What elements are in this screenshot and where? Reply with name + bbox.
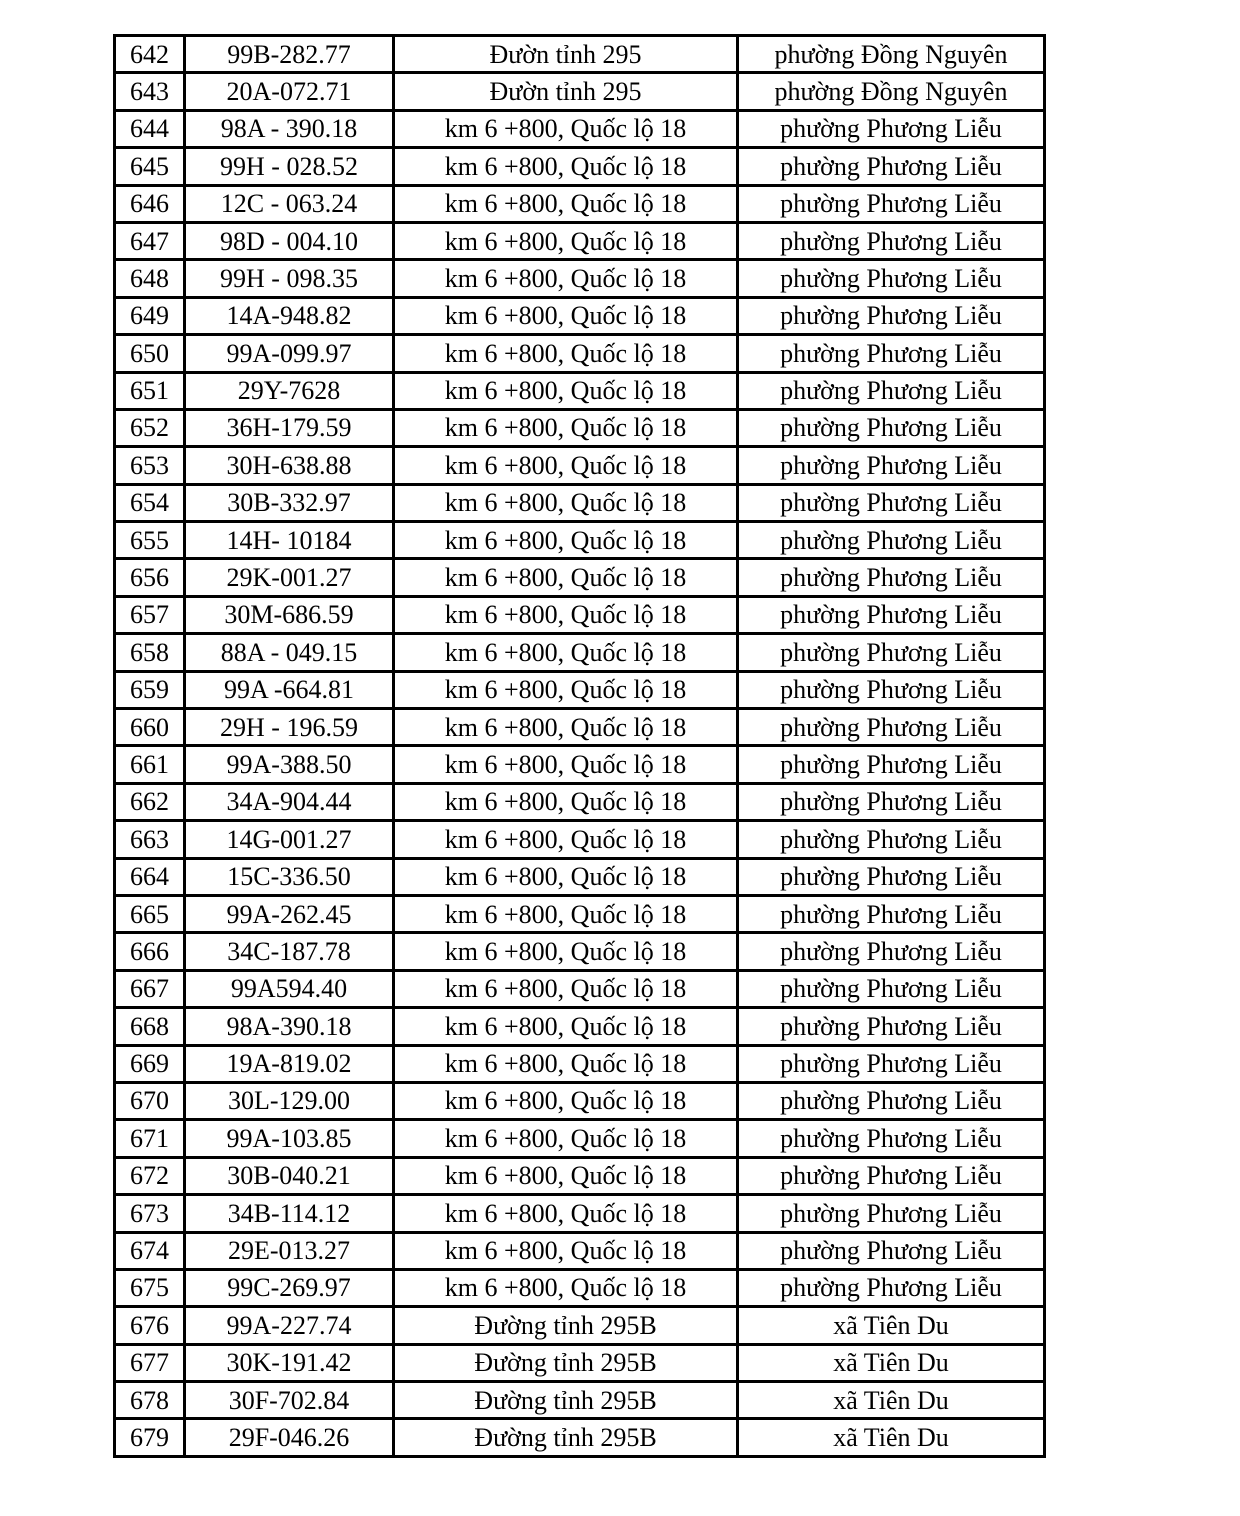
- vehicle-plate-table: [113, 34, 1046, 1458]
- cell-license-plate: 14G-001.27: [185, 821, 394, 858]
- cell-row-number: 672: [115, 1157, 185, 1194]
- cell-ward: phường Phương Liễu: [738, 335, 1045, 372]
- cell-row-number: 676: [115, 1307, 185, 1344]
- cell-row-number: 656: [115, 559, 185, 596]
- cell-street: km 6 +800, Quốc lộ 18: [394, 970, 738, 1007]
- table-row: [115, 1344, 1045, 1381]
- cell-ward: phường Phương Liễu: [738, 1045, 1045, 1082]
- cell-street: km 6 +800, Quốc lộ 18: [394, 260, 738, 297]
- cell-street: Đường tỉnh 295B: [394, 1344, 738, 1381]
- cell-street: km 6 +800, Quốc lộ 18: [394, 559, 738, 596]
- cell-license-plate: 99A-388.50: [185, 746, 394, 783]
- cell-row-number: 674: [115, 1232, 185, 1269]
- cell-license-plate: 29H - 196.59: [185, 709, 394, 746]
- cell-license-plate: 30M-686.59: [185, 596, 394, 633]
- table-row: [115, 1157, 1045, 1194]
- cell-license-plate: 34B-114.12: [185, 1195, 394, 1232]
- cell-row-number: 663: [115, 821, 185, 858]
- cell-street: km 6 +800, Quốc lộ 18: [394, 746, 738, 783]
- cell-license-plate: 30L-129.00: [185, 1082, 394, 1119]
- table-row: [115, 222, 1045, 259]
- cell-street: km 6 +800, Quốc lộ 18: [394, 634, 738, 671]
- cell-row-number: 651: [115, 372, 185, 409]
- cell-street: km 6 +800, Quốc lộ 18: [394, 297, 738, 334]
- cell-ward: phường Phương Liễu: [738, 895, 1045, 932]
- table-row: [115, 1195, 1045, 1232]
- cell-street: km 6 +800, Quốc lộ 18: [394, 709, 738, 746]
- cell-license-plate: 30K-191.42: [185, 1344, 394, 1381]
- cell-ward: phường Phương Liễu: [738, 1195, 1045, 1232]
- cell-ward: phường Phương Liễu: [738, 1232, 1045, 1269]
- cell-street: km 6 +800, Quốc lộ 18: [394, 858, 738, 895]
- cell-ward: phường Phương Liễu: [738, 596, 1045, 633]
- cell-street: km 6 +800, Quốc lộ 18: [394, 1195, 738, 1232]
- table-row: [115, 148, 1045, 185]
- table-row: [115, 709, 1045, 746]
- cell-license-plate: 34A-904.44: [185, 783, 394, 820]
- table-row: [115, 73, 1045, 110]
- cell-row-number: 678: [115, 1382, 185, 1419]
- table-row: [115, 36, 1045, 73]
- cell-license-plate: 99A-103.85: [185, 1120, 394, 1157]
- cell-ward: phường Phương Liễu: [738, 522, 1045, 559]
- cell-row-number: 664: [115, 858, 185, 895]
- cell-street: km 6 +800, Quốc lộ 18: [394, 372, 738, 409]
- table-row: [115, 821, 1045, 858]
- cell-license-plate: 29F-046.26: [185, 1419, 394, 1457]
- table-row: [115, 297, 1045, 334]
- cell-street: km 6 +800, Quốc lộ 18: [394, 222, 738, 259]
- table-body: [115, 36, 1045, 1457]
- cell-license-plate: 30B-040.21: [185, 1157, 394, 1194]
- cell-row-number: 654: [115, 484, 185, 521]
- table-row: [115, 447, 1045, 484]
- cell-license-plate: 99A -664.81: [185, 671, 394, 708]
- cell-ward: phường Phương Liễu: [738, 185, 1045, 222]
- cell-street: Đường tỉnh 295B: [394, 1419, 738, 1457]
- cell-street: km 6 +800, Quốc lộ 18: [394, 671, 738, 708]
- table-row: [115, 746, 1045, 783]
- cell-row-number: 669: [115, 1045, 185, 1082]
- cell-ward: phường Đồng Nguyên: [738, 73, 1045, 110]
- cell-license-plate: 19A-819.02: [185, 1045, 394, 1082]
- table-row: [115, 1120, 1045, 1157]
- cell-ward: phường Phương Liễu: [738, 970, 1045, 1007]
- cell-ward: phường Phương Liễu: [738, 933, 1045, 970]
- cell-row-number: 671: [115, 1120, 185, 1157]
- cell-row-number: 646: [115, 185, 185, 222]
- table-row: [115, 1419, 1045, 1457]
- cell-row-number: 652: [115, 409, 185, 446]
- cell-ward: phường Đồng Nguyên: [738, 36, 1045, 73]
- table-row: [115, 260, 1045, 297]
- cell-row-number: 667: [115, 970, 185, 1007]
- cell-ward: phường Phương Liễu: [738, 858, 1045, 895]
- cell-row-number: 648: [115, 260, 185, 297]
- cell-street: km 6 +800, Quốc lộ 18: [394, 1045, 738, 1082]
- cell-license-plate: 99A594.40: [185, 970, 394, 1007]
- cell-license-plate: 29K-001.27: [185, 559, 394, 596]
- cell-license-plate: 12C - 063.24: [185, 185, 394, 222]
- table-row: [115, 185, 1045, 222]
- table-row: [115, 933, 1045, 970]
- cell-street: km 6 +800, Quốc lộ 18: [394, 1120, 738, 1157]
- cell-ward: phường Phương Liễu: [738, 709, 1045, 746]
- cell-street: km 6 +800, Quốc lộ 18: [394, 1232, 738, 1269]
- cell-license-plate: 99B-282.77: [185, 36, 394, 73]
- cell-ward: phường Phương Liễu: [738, 110, 1045, 147]
- cell-row-number: 670: [115, 1082, 185, 1119]
- cell-row-number: 675: [115, 1269, 185, 1306]
- cell-row-number: 644: [115, 110, 185, 147]
- cell-row-number: 662: [115, 783, 185, 820]
- table-row: [115, 1269, 1045, 1306]
- cell-ward: phường Phương Liễu: [738, 1157, 1045, 1194]
- table-row: [115, 970, 1045, 1007]
- table-row: [115, 1232, 1045, 1269]
- cell-street: km 6 +800, Quốc lộ 18: [394, 185, 738, 222]
- cell-ward: phường Phương Liễu: [738, 821, 1045, 858]
- table-row: [115, 596, 1045, 633]
- cell-license-plate: 15C-336.50: [185, 858, 394, 895]
- cell-license-plate: 34C-187.78: [185, 933, 394, 970]
- cell-license-plate: 98A - 390.18: [185, 110, 394, 147]
- cell-ward: xã Tiên Du: [738, 1419, 1045, 1457]
- cell-street: km 6 +800, Quốc lộ 18: [394, 1269, 738, 1306]
- cell-ward: phường Phương Liễu: [738, 746, 1045, 783]
- table-row: [115, 858, 1045, 895]
- cell-row-number: 661: [115, 746, 185, 783]
- cell-street: km 6 +800, Quốc lộ 18: [394, 783, 738, 820]
- cell-street: km 6 +800, Quốc lộ 18: [394, 1082, 738, 1119]
- cell-row-number: 659: [115, 671, 185, 708]
- cell-ward: phường Phương Liễu: [738, 671, 1045, 708]
- table-row: [115, 671, 1045, 708]
- cell-street: km 6 +800, Quốc lộ 18: [394, 335, 738, 372]
- table-row: [115, 1008, 1045, 1045]
- cell-license-plate: 99A-262.45: [185, 895, 394, 932]
- cell-license-plate: 99H - 098.35: [185, 260, 394, 297]
- table-row: [115, 335, 1045, 372]
- cell-street: Đường tỉnh 295B: [394, 1382, 738, 1419]
- cell-license-plate: 14H- 10184: [185, 522, 394, 559]
- cell-ward: xã Tiên Du: [738, 1344, 1045, 1381]
- cell-license-plate: 99C-269.97: [185, 1269, 394, 1306]
- cell-row-number: 653: [115, 447, 185, 484]
- cell-ward: phường Phương Liễu: [738, 372, 1045, 409]
- cell-row-number: 679: [115, 1419, 185, 1457]
- cell-row-number: 642: [115, 36, 185, 73]
- cell-street: km 6 +800, Quốc lộ 18: [394, 447, 738, 484]
- cell-street: km 6 +800, Quốc lộ 18: [394, 895, 738, 932]
- cell-row-number: 649: [115, 297, 185, 334]
- cell-ward: phường Phương Liễu: [738, 634, 1045, 671]
- cell-license-plate: 99A-099.97: [185, 335, 394, 372]
- cell-license-plate: 99A-227.74: [185, 1307, 394, 1344]
- cell-row-number: 665: [115, 895, 185, 932]
- cell-ward: phường Phương Liễu: [738, 260, 1045, 297]
- cell-ward: xã Tiên Du: [738, 1307, 1045, 1344]
- cell-license-plate: 30B-332.97: [185, 484, 394, 521]
- cell-ward: phường Phương Liễu: [738, 559, 1045, 596]
- table-row: [115, 522, 1045, 559]
- cell-row-number: 658: [115, 634, 185, 671]
- cell-row-number: 666: [115, 933, 185, 970]
- cell-license-plate: 98A-390.18: [185, 1008, 394, 1045]
- cell-license-plate: 14A-948.82: [185, 297, 394, 334]
- cell-row-number: 660: [115, 709, 185, 746]
- cell-ward: phường Phương Liễu: [738, 783, 1045, 820]
- cell-license-plate: 88A - 049.15: [185, 634, 394, 671]
- cell-street: km 6 +800, Quốc lộ 18: [394, 596, 738, 633]
- cell-row-number: 650: [115, 335, 185, 372]
- cell-row-number: 643: [115, 73, 185, 110]
- cell-license-plate: 20A-072.71: [185, 73, 394, 110]
- cell-row-number: 673: [115, 1195, 185, 1232]
- table-row: [115, 484, 1045, 521]
- cell-row-number: 647: [115, 222, 185, 259]
- table-row: [115, 783, 1045, 820]
- cell-row-number: 657: [115, 596, 185, 633]
- cell-street: km 6 +800, Quốc lộ 18: [394, 933, 738, 970]
- cell-ward: phường Phương Liễu: [738, 297, 1045, 334]
- cell-ward: phường Phương Liễu: [738, 222, 1045, 259]
- cell-street: km 6 +800, Quốc lộ 18: [394, 1008, 738, 1045]
- table-row: [115, 895, 1045, 932]
- cell-license-plate: 98D - 004.10: [185, 222, 394, 259]
- table-row: [115, 372, 1045, 409]
- cell-ward: phường Phương Liễu: [738, 1008, 1045, 1045]
- cell-row-number: 668: [115, 1008, 185, 1045]
- cell-license-plate: 36H-179.59: [185, 409, 394, 446]
- cell-row-number: 645: [115, 148, 185, 185]
- cell-ward: phường Phương Liễu: [738, 409, 1045, 446]
- cell-license-plate: 29E-013.27: [185, 1232, 394, 1269]
- cell-ward: phường Phương Liễu: [738, 148, 1045, 185]
- cell-row-number: 655: [115, 522, 185, 559]
- cell-street: km 6 +800, Quốc lộ 18: [394, 522, 738, 559]
- cell-street: km 6 +800, Quốc lộ 18: [394, 484, 738, 521]
- cell-street: Đườn tỉnh 295: [394, 36, 738, 73]
- cell-license-plate: 99H - 028.52: [185, 148, 394, 185]
- table-row: [115, 634, 1045, 671]
- cell-street: km 6 +800, Quốc lộ 18: [394, 110, 738, 147]
- table-row: [115, 1382, 1045, 1419]
- cell-license-plate: 29Y-7628: [185, 372, 394, 409]
- cell-row-number: 677: [115, 1344, 185, 1381]
- table-row: [115, 1307, 1045, 1344]
- cell-street: km 6 +800, Quốc lộ 18: [394, 821, 738, 858]
- cell-ward: phường Phương Liễu: [738, 447, 1045, 484]
- table-row: [115, 1082, 1045, 1119]
- table-row: [115, 559, 1045, 596]
- cell-ward: phường Phương Liễu: [738, 1120, 1045, 1157]
- cell-street: km 6 +800, Quốc lộ 18: [394, 1157, 738, 1194]
- cell-street: Đườn tỉnh 295: [394, 73, 738, 110]
- table-row: [115, 409, 1045, 446]
- cell-street: km 6 +800, Quốc lộ 18: [394, 148, 738, 185]
- cell-license-plate: 30F-702.84: [185, 1382, 394, 1419]
- cell-ward: xã Tiên Du: [738, 1382, 1045, 1419]
- cell-street: Đường tỉnh 295B: [394, 1307, 738, 1344]
- table-row: [115, 1045, 1045, 1082]
- cell-ward: phường Phương Liễu: [738, 484, 1045, 521]
- cell-ward: phường Phương Liễu: [738, 1082, 1045, 1119]
- cell-street: km 6 +800, Quốc lộ 18: [394, 409, 738, 446]
- cell-license-plate: 30H-638.88: [185, 447, 394, 484]
- cell-ward: phường Phương Liễu: [738, 1269, 1045, 1306]
- table-row: [115, 110, 1045, 147]
